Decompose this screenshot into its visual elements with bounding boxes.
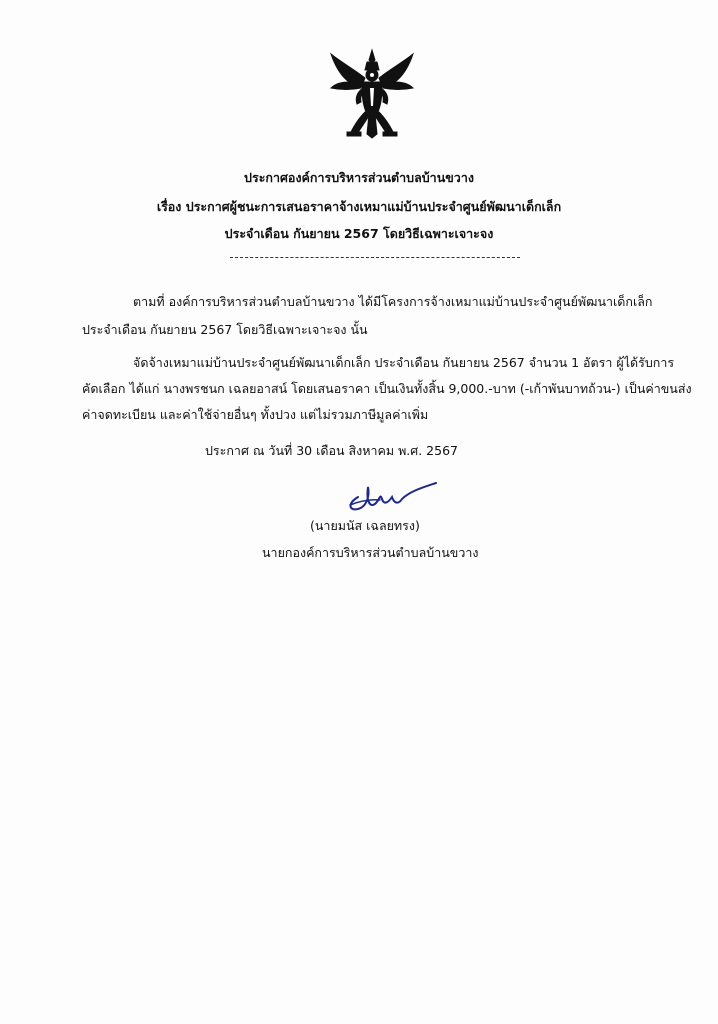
divider (230, 257, 520, 258)
paragraph-2-line-2: คัดเลือก ได้แก่ นางพรชนก เฉลยอาสน์ โดยเสนอราคา เป็นเงินทั้งสิ้น 9,000.-บาท (-เก้าพันบาทถ้วน-) เป็นค่าขนส่ง (82, 381, 692, 396)
paragraph-1-line-1: ตามที่ องค์การบริหารส่วนตำบลบ้านขวาง ได้มีโครงการจ้างเหมาแม่บ้านประจำศูนย์พัฒนาเด็กเล็ก (133, 294, 653, 309)
garuda-emblem-icon (327, 48, 417, 140)
heading-line-2: เรื่อง ประกาศผู้ชนะการเสนอราคาจ้างเหมาแม่บ้านประจำศูนย์พัฒนาเด็กเล็ก (156, 199, 562, 214)
heading-line-1: ประกาศองค์การบริหารส่วนตำบลบ้านขวาง (244, 170, 474, 185)
paragraph-2-line-3: ค่าจดทะเบียน และค่าใช้จ่ายอื่นๆ ทั้งปวง แต่ไม่รวมภาษีมูลค่าเพิ่ม (82, 407, 429, 422)
signer-title: นายกองค์การบริหารส่วนตำบลบ้านขวาง (262, 545, 479, 560)
signer-name: (นายมนัส เฉลยทรง) (310, 518, 420, 533)
paragraph-2-line-1: จัดจ้างเหมาแม่บ้านประจำศูนย์พัฒนาเด็กเล็ก ประจำเดือน กันยายน 2567 จำนวน 1 อัตรา ผู้ได้รับการ (133, 355, 675, 370)
paragraph-1-line-2: ประจำเดือน กันยายน 2567 โดยวิธีเฉพาะเจาะจง นั้น (82, 322, 368, 337)
signature-icon (340, 475, 440, 515)
heading-line-3: ประจำเดือน กันยายน 2567 โดยวิธีเฉพาะเจาะจง (224, 226, 494, 241)
announcement-date: ประกาศ ณ วันที่ 30 เดือน สิงหาคม พ.ศ. 2567 (205, 443, 458, 458)
